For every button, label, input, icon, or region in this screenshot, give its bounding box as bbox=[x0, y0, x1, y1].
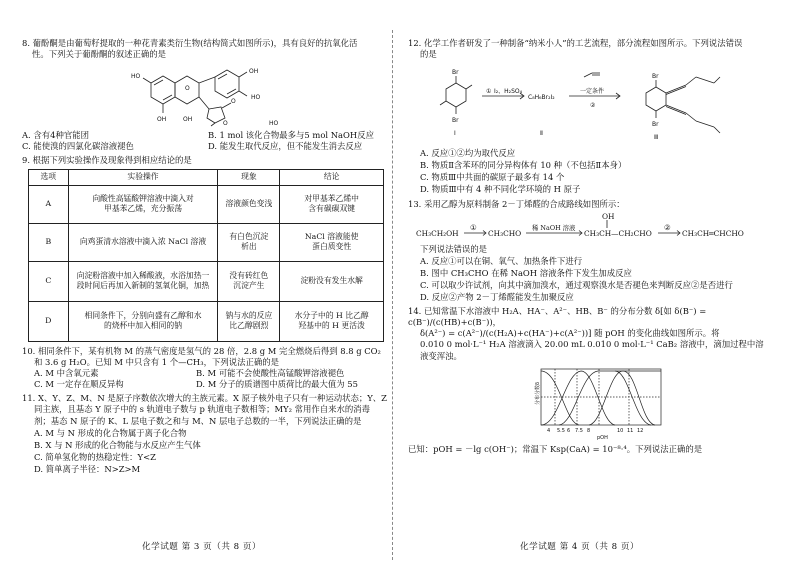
q12-reagent-1: I₂、H₂SO₄ bbox=[494, 88, 523, 96]
q9-row-a-op-2: 甲基苯乙烯，充分振荡 bbox=[104, 204, 182, 214]
q13-ask: 下列说法错误的是 bbox=[420, 243, 487, 254]
q12-option-c: C. 物质Ⅲ中共面的碳原子最多有 14 个 bbox=[420, 172, 565, 183]
q9-row-d-co-2: 羟基中的 H 更活泼 bbox=[298, 321, 365, 331]
q12-stem-line-1: 12. 化学工作者研发了一种制备“纳米小人”的工艺流程，部分流程如图所示。下列说法错误 bbox=[408, 38, 743, 48]
q9-row-a-op-1: 向酸性高锰酸钾溶液中滴入对 bbox=[92, 193, 194, 203]
q9-header-option: 选项 bbox=[29, 170, 69, 186]
q14-tick-4: 4 bbox=[547, 427, 551, 434]
q13-options bbox=[408, 256, 780, 303]
q13-route-step-1: ① bbox=[470, 222, 477, 232]
q14-stem-line-1: 14. 已知常温下水溶液中 H₂A、HA⁻、A²⁻、HB、B⁻ 的分布分数 δ[如 δ(B⁻) = c(B⁻)/(c(HB)+c(B⁻))， bbox=[408, 306, 707, 328]
q11-option-c: C. 简单氢化物的热稳定性：Y<Z bbox=[34, 451, 156, 462]
q12-br-2: Br bbox=[452, 117, 459, 125]
q8-label-o-2: O bbox=[231, 98, 236, 106]
q9-row-d-ph-1: 钠与水的反应 bbox=[225, 310, 273, 320]
q9-row-c-ph-2: 沉淀产生 bbox=[233, 281, 265, 291]
q8-stem-line-1: 8. 葡酚酮是由葡萄籽提取的一种花青素类衍生物(结构简式如图所示)，具有良好的抗氧化活 bbox=[22, 38, 358, 48]
q9-header-phenomenon: 现象 bbox=[218, 170, 280, 186]
q10-option-b: B. M 可能不会使酸性高锰酸钾溶液褪色 bbox=[196, 368, 345, 379]
q9-row-d-op-2: 的烧杯中加入相同的钠 bbox=[104, 321, 182, 331]
q12-option-b: B. 物质Ⅱ含苯环的同分异构体有 10 种（不包括Ⅱ本身） bbox=[420, 160, 627, 171]
table-row bbox=[29, 301, 384, 341]
q9-row-c-op-2: 段时间后再加入新制的氢氧化铜，加热 bbox=[76, 281, 210, 291]
q13-stem: 13. 采用乙醇为原料制备 2－丁烯醛的合成路线如图所示： bbox=[408, 198, 625, 209]
q13-route-p2: CH₃CH—CH₂CHO bbox=[584, 228, 652, 238]
q8-options bbox=[22, 130, 394, 152]
question-10 bbox=[22, 346, 394, 390]
q12-label-1: Ⅰ bbox=[454, 130, 456, 138]
q14-stem-line-3: 0.010 0 mol·L⁻¹ H₂A 溶液滴入 20.00 mL 0.010 0 mol·L⁻¹ CaB₂ 溶液中，滴加过程中溶 bbox=[420, 339, 764, 350]
question-8 bbox=[22, 38, 394, 152]
q14-tick-6: 6 bbox=[567, 427, 571, 434]
q9-header-conclusion: 结论 bbox=[280, 170, 384, 186]
q9-row-b-operation bbox=[68, 223, 218, 261]
q8-label-ho-1: HO bbox=[131, 73, 141, 81]
q8-structure-image bbox=[123, 63, 293, 127]
q10-option-d: D. M 分子的质谱图中质荷比的最大值为 55 bbox=[196, 379, 358, 390]
question-14 bbox=[408, 306, 780, 455]
question-12 bbox=[408, 38, 780, 196]
q10-options bbox=[22, 368, 394, 390]
q14-known-condition: 已知：pOH = －lg c(OH⁻)；常温下 Ksp(CaA) = 10⁻⁸·⁴。下列说法正确的是 bbox=[408, 443, 703, 454]
q9-row-c-co-1: 淀粉没有发生水解 bbox=[300, 276, 363, 286]
q9-row-a-conclusion bbox=[280, 185, 384, 223]
q12-option-a: A. 反应①②均为取代反应 bbox=[420, 148, 516, 159]
q8-option-c: C. 能使溴的四氯化碳溶液褪色 bbox=[22, 141, 134, 152]
page-4 bbox=[408, 38, 780, 558]
q9-row-d-operation bbox=[68, 301, 218, 341]
q13-route-image bbox=[414, 211, 754, 243]
q13-route-step-2: ② bbox=[664, 222, 671, 232]
question-13 bbox=[408, 199, 780, 304]
q12-br-1: Br bbox=[452, 69, 459, 77]
q12-br-3: Br bbox=[652, 73, 659, 81]
q9-row-c-op-1: 向淀粉溶液中加入稀酸液，水浴加热一 bbox=[76, 270, 210, 280]
q14-stem-line-4: 液变浑浊。 bbox=[420, 350, 462, 361]
q9-row-d-op-1: 相同条件下，分别向盛有乙醇和水 bbox=[84, 310, 202, 320]
q14-distribution-chart bbox=[519, 365, 669, 441]
q9-row-c-operation bbox=[68, 261, 218, 301]
q8-stem-line-2: 性。下列关于葡酚酮的叙述正确的是 bbox=[32, 49, 166, 60]
q14-tick-7-5: 7.5 bbox=[575, 427, 583, 434]
q12-scheme-image bbox=[424, 63, 764, 145]
q9-table bbox=[28, 169, 384, 342]
q8-label-ho-3: HO bbox=[269, 120, 279, 128]
q8-label-o-3: O bbox=[223, 120, 228, 128]
q13-option-d: D. 反应②产物 2－丁烯醛能发生加聚反应 bbox=[420, 292, 574, 303]
q10-stem-line-2: 和 3.6 g H₂O。已知 M 中只含有 1 个—CH₃，下列说法正确的是 bbox=[34, 357, 279, 368]
q9-row-d-conclusion bbox=[280, 301, 384, 341]
q9-header-operation: 实验操作 bbox=[68, 170, 218, 186]
q9-row-a-operation bbox=[68, 185, 218, 223]
q9-row-b-co-2: 蛋白质变性 bbox=[312, 242, 352, 252]
q12-intermediate: C₈H₆Br₂I₂ bbox=[528, 94, 555, 102]
q11-option-a: A. M 与 N 形成的化合物属于离子化合物 bbox=[34, 427, 187, 438]
q11-stem-line-1: 11. X、Y、Z、M、N 是原子序数依次增大的主族元素。X 原子核外电子只有一种运动状态；Y、Z bbox=[22, 393, 387, 404]
q9-row-b-phenomenon bbox=[218, 223, 280, 261]
q13-option-b: B. 图中 CH₃CHO 在稀 NaOH 溶液条件下发生加成反应 bbox=[420, 267, 632, 278]
q9-stem: 9. 根据下列实验操作及现象得到相应结论的是 bbox=[22, 155, 192, 166]
q9-row-b-conclusion bbox=[280, 223, 384, 261]
q12-label-3: Ⅲ bbox=[654, 134, 659, 142]
q12-options bbox=[408, 148, 780, 195]
q10-option-a: A. M 中含氧元素 bbox=[34, 368, 99, 379]
q14-tick-11: 11 bbox=[627, 427, 634, 434]
q13-option-a: A. 反应①可以在铜、氧气、加热条件下进行 bbox=[420, 255, 583, 266]
q13-option-c: C. 可以取少许试剂，向其中滴加溴水，通过观察溴水是否褪色来判断反应②是否进行 bbox=[420, 279, 733, 290]
q9-row-c-option: C bbox=[29, 261, 69, 301]
page-4-footer: 化学试题 第 4 页（共 8 页） bbox=[520, 542, 640, 552]
q9-row-b-ph-1: 有白色沉淀 bbox=[229, 231, 269, 241]
q9-row-d-co-1: 水分子中的 H 比乙醇 bbox=[294, 310, 369, 320]
q11-options bbox=[22, 428, 394, 475]
question-11 bbox=[22, 393, 394, 475]
q14-tick-10: 10 bbox=[617, 427, 624, 434]
q8-label-ho-2: HO bbox=[251, 94, 261, 102]
q9-row-d-option: D bbox=[29, 301, 69, 341]
q12-stem-line-2: 的是 bbox=[420, 49, 437, 60]
q9-row-b-op-1: 向鸡蛋清水溶液中滴入浓 NaCl 溶液 bbox=[79, 237, 207, 247]
q13-route-start: CH₃CH₂OH bbox=[416, 228, 459, 238]
q9-row-b-ph-2: 析出 bbox=[241, 242, 257, 252]
q13-route-p3: CH₃CH═CHCHO bbox=[682, 228, 744, 238]
q11-option-b: B. X 与 N 形成的化合物能与水反应产生气体 bbox=[34, 439, 201, 450]
q12-step-1: ① bbox=[486, 88, 492, 96]
q13-route-oh: OH bbox=[602, 211, 615, 221]
page-3-footer: 化学试题 第 3 页（共 8 页） bbox=[142, 542, 262, 552]
q13-route-reagent: 稀 NaOH 溶液 bbox=[532, 223, 576, 232]
page-3 bbox=[22, 38, 394, 558]
q9-table-header bbox=[29, 170, 384, 186]
q9-row-b-option: B bbox=[29, 223, 69, 261]
q12-step-2: ② bbox=[590, 102, 596, 110]
q9-row-a-phenomenon bbox=[218, 185, 280, 223]
q9-row-d-phenomenon bbox=[218, 301, 280, 341]
q8-option-d: D. 能发生取代反应，但不能发生消去反应 bbox=[208, 141, 363, 152]
q8-label-oh-2: OH bbox=[157, 116, 167, 124]
q12-label-2: Ⅱ bbox=[540, 130, 543, 138]
q9-row-a-option: A bbox=[29, 185, 69, 223]
q14-tick-5-5: 5.5 bbox=[557, 427, 565, 434]
q10-option-c: C. M 一定存在顺反异构 bbox=[34, 379, 124, 390]
q14-chart-xlabel: pOH bbox=[597, 434, 608, 441]
q9-row-a-co-2: 含有碳碳双键 bbox=[308, 204, 356, 214]
q9-row-c-ph-1: 没有砖红色 bbox=[229, 270, 269, 280]
table-row bbox=[29, 185, 384, 223]
q10-stem-line-1: 10. 相同条件下，某有机物 M 的蒸气密度是氢气的 28 倍，2.8 g M 完全燃烧后得到 8.8 g CO₂ bbox=[22, 345, 381, 356]
q8-label-oh-3: OH bbox=[183, 116, 193, 124]
q8-label-o-1: O bbox=[185, 85, 190, 93]
table-row bbox=[29, 223, 384, 261]
q12-br-4: Br bbox=[652, 121, 659, 129]
q14-tick-12: 12 bbox=[637, 427, 644, 434]
q14-stem-line-2: δ(A²⁻) = c(A²⁻)/(c(H₂A)+c(HA⁻)+c(A²⁻))] 随 pOH 的变化曲线如图所示。将 bbox=[420, 328, 720, 339]
q14-chart-ylabel: 分布分数δ bbox=[535, 381, 541, 405]
q9-row-b-co-1: NaCl 溶液能使 bbox=[304, 231, 359, 241]
q12-option-d: D. 物质Ⅲ中有 4 种不同化学环境的 H 原子 bbox=[420, 184, 581, 195]
q9-row-a-ph-1: 溶液颜色变浅 bbox=[225, 199, 273, 209]
q14-tick-8: 8 bbox=[587, 427, 591, 434]
q8-label-oh-1: OH bbox=[249, 68, 259, 76]
q12-reagent-2: 一定条件 bbox=[580, 88, 605, 96]
q13-route-p1: CH₃CHO bbox=[488, 228, 522, 238]
q9-row-c-conclusion bbox=[280, 261, 384, 301]
q11-stem-line-3: 剂；基态 N 原子的 K、L 层电子数之和与 M、N 层电子总数的一半，下列说法正确的是 bbox=[34, 415, 362, 426]
q11-option-d: D. 简单离子半径：N>Z>M bbox=[34, 463, 141, 474]
q9-row-c-phenomenon bbox=[218, 261, 280, 301]
q9-row-a-co-1: 对甲基苯乙烯中 bbox=[304, 193, 359, 203]
q9-row-d-ph-2: 比乙醇剧烈 bbox=[229, 321, 269, 331]
question-9 bbox=[22, 155, 394, 342]
table-row bbox=[29, 261, 384, 301]
q11-stem-line-2: 同主族，且基态 Y 原子中的 s 轨道电子数与 p 轨道电子数相等；MY₂ 常用作自来水的消毒 bbox=[34, 404, 371, 415]
q8-option-b: B. 1 mol 该化合物最多与5 mol NaOH反应 bbox=[208, 130, 374, 141]
q8-option-a: A. 含有4种官能团 bbox=[22, 130, 89, 141]
